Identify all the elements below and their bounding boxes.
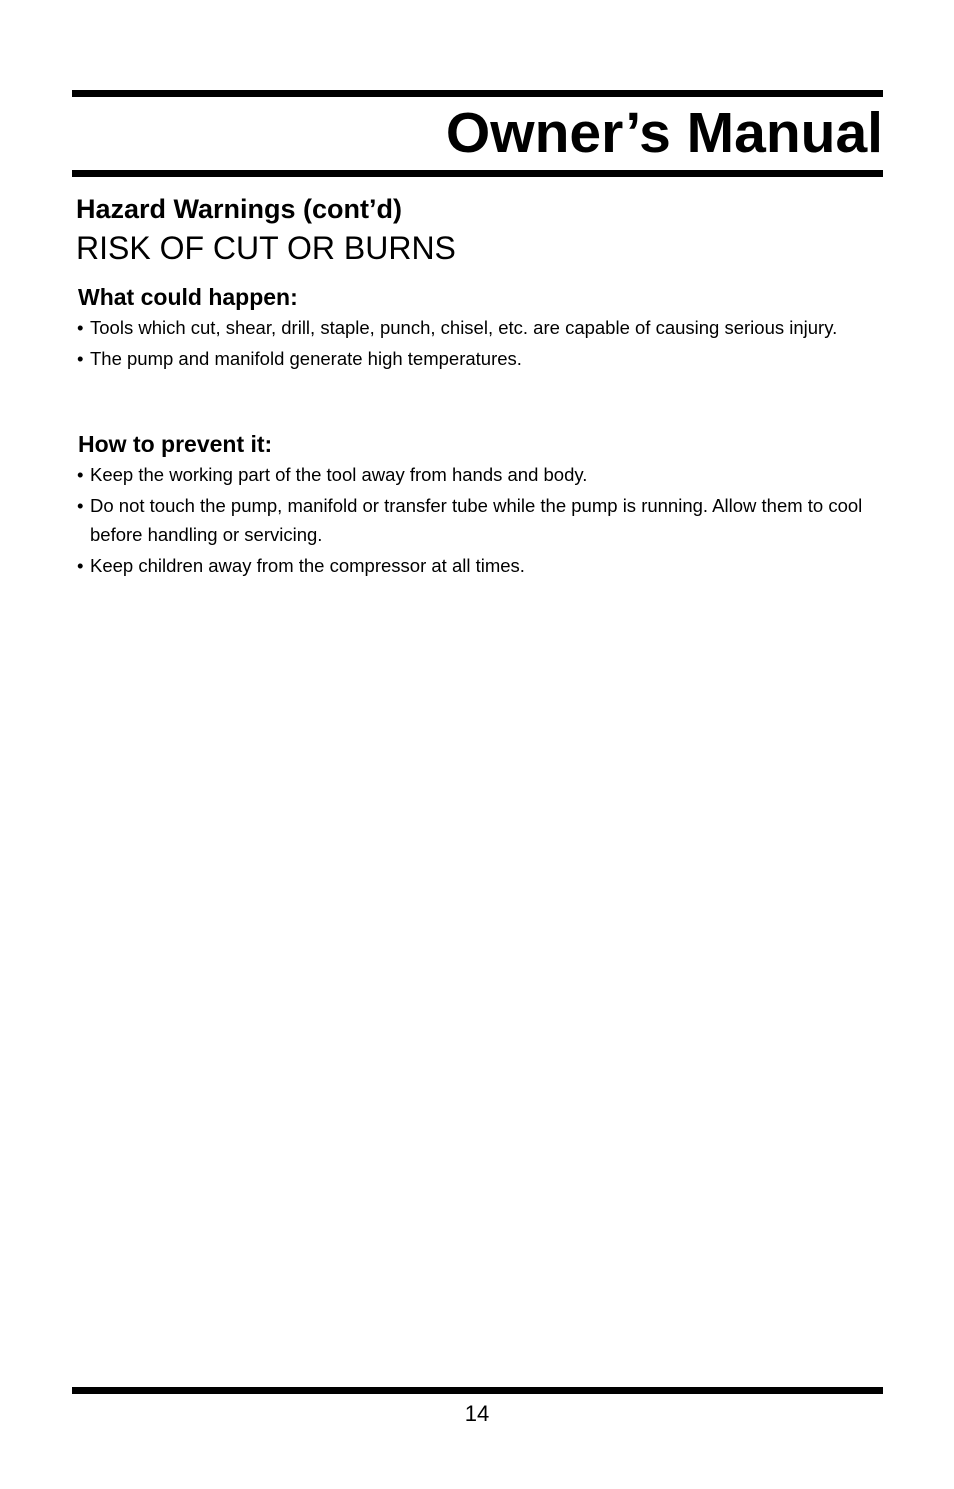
how-to-prevent-heading: How to prevent it: [78, 431, 273, 457]
section-heading: Hazard Warnings (cont’d) [76, 194, 403, 224]
bullet-mark: • [77, 554, 84, 576]
list-item-text: Do not touch the pump, manifold or transfer tube while the pump is running. Allow them to cool before handling or servicing. [90, 494, 863, 545]
header-top-rule [72, 90, 883, 97]
how-to-prevent-list [76, 460, 906, 581]
page-number: 14 [464, 1401, 490, 1426]
bullet-mark: • [77, 494, 84, 516]
bullet-mark: • [77, 317, 84, 338]
risk-title: RISK OF CUT OR BURNS [76, 230, 456, 266]
bullet-mark: • [77, 347, 84, 369]
bullet-mark: • [77, 464, 84, 485]
header-bottom-rule [72, 170, 883, 177]
list-item-text: Tools which cut, shear, drill, staple, punch, chisel, etc. are capable of causing serious injury. [90, 317, 838, 338]
list-item [76, 313, 906, 343]
what-could-happen-heading: What could happen: [78, 284, 298, 310]
manual-title: Owner’s Manual [445, 101, 883, 165]
list-item [76, 551, 906, 581]
list-item-text: The pump and manifold generate high temperatures. [90, 347, 522, 369]
list-item-text: Keep children away from the compressor at all times. [90, 554, 525, 576]
list-item [76, 460, 906, 490]
what-could-happen-list [76, 313, 906, 374]
footer-rule [72, 1387, 883, 1394]
list-item-text: Keep the working part of the tool away from hands and body. [90, 464, 588, 485]
list-item [76, 491, 906, 550]
list-item [76, 344, 906, 374]
